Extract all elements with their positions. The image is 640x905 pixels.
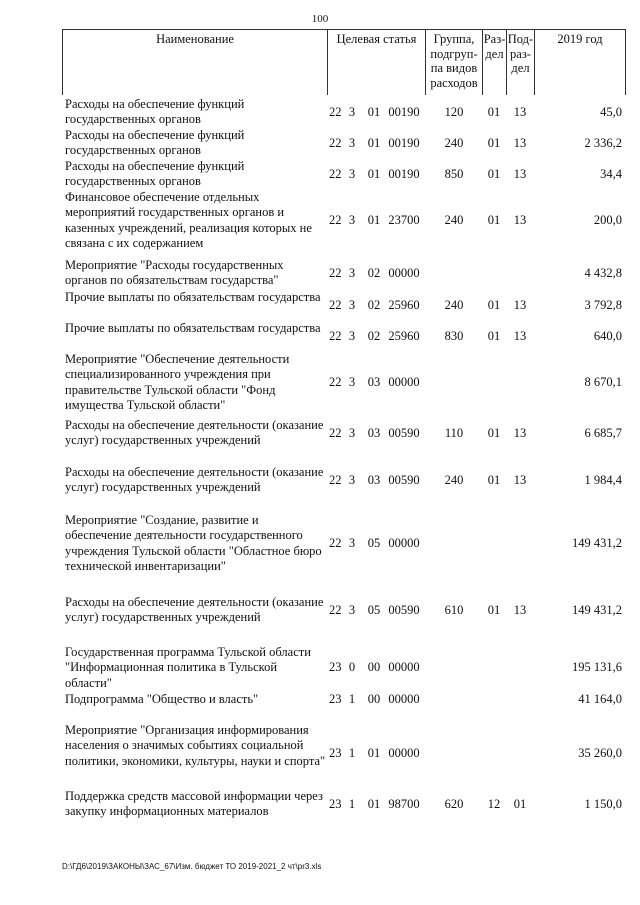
col-d: 00590 — [388, 425, 420, 440]
col-b: 3 — [348, 297, 356, 312]
col-b: 3 — [348, 104, 356, 119]
col-a: 23 — [329, 660, 342, 675]
col-d: 25960 — [388, 297, 420, 312]
row-name: Финансовое обеспечение отдельных мероприятий государственных органов и казенных учреждений, реализация которых не связана с их содержанием — [65, 190, 312, 250]
row-name: Мероприятие "Создание, развитие и обеспечение деятельности государственного учреждения Тульской области "Областное бюро технической инвентаризации" — [65, 513, 322, 573]
table-row — [0, 159, 640, 190]
col-group: 110 — [444, 425, 464, 440]
col-d: 00000 — [388, 745, 420, 760]
col-b: 3 — [348, 602, 356, 617]
col-c: 03 — [367, 425, 381, 440]
col-section: 01 — [487, 212, 501, 227]
col-c: 03 — [367, 374, 381, 389]
header-subsection: Под- раз- дел — [506, 29, 534, 95]
page-number: 100 — [311, 13, 329, 25]
col-amount: 2 336,2 — [584, 135, 622, 150]
col-c: 02 — [367, 297, 381, 312]
header-section: Раз- дел — [482, 29, 506, 95]
col-section: 01 — [487, 602, 501, 617]
footer-file-path: D:\ГД6\2019\ЗАКОНЫ\ЗАС_67\Изм. бюджет ТО 2019-2021_2 чт\pr3.xls — [62, 862, 322, 871]
col-c: 00 — [367, 660, 381, 675]
col-b: 3 — [348, 328, 356, 343]
col-b: 1 — [348, 692, 356, 706]
col-subsection: 13 — [513, 425, 527, 440]
col-b: 3 — [348, 135, 356, 150]
row-name: Прочие выплаты по обязательствам государства — [65, 321, 321, 335]
col-c: 01 — [367, 745, 381, 760]
row-name: Расходы на обеспечение функций государственных органов — [65, 159, 245, 189]
col-amount: 45,0 — [600, 104, 622, 119]
table-row — [0, 97, 640, 128]
col-d: 00000 — [388, 660, 420, 675]
col-c: 00 — [367, 692, 381, 706]
table-row — [0, 513, 640, 574]
row-name: Расходы на обеспечение деятельности (оказание услуг) государственных учреждений — [65, 595, 324, 625]
col-d: 00190 — [388, 135, 420, 150]
col-subsection: 13 — [513, 212, 527, 227]
table-row — [0, 321, 640, 352]
col-group: 610 — [444, 602, 464, 617]
col-amount: 3 792,8 — [584, 297, 622, 312]
col-c: 02 — [367, 328, 381, 343]
col-d: 00000 — [388, 374, 420, 389]
col-amount: 1 150,0 — [584, 796, 622, 811]
col-subsection: 13 — [513, 104, 527, 119]
col-c: 01 — [367, 166, 381, 181]
row-name: Поддержка средств массовой информации через закупку информационных материалов — [65, 789, 323, 819]
row-name: Расходы на обеспечение деятельности (оказание услуг) государственных учреждений — [65, 465, 324, 495]
col-d: 00190 — [388, 104, 420, 119]
col-a: 22 — [329, 472, 342, 487]
table-row — [0, 352, 640, 413]
col-b: 3 — [348, 535, 356, 550]
col-amount: 41 164,0 — [578, 692, 622, 706]
col-d: 00190 — [388, 166, 420, 181]
col-a: 22 — [329, 297, 342, 312]
col-section: 01 — [487, 328, 501, 343]
table-row — [0, 190, 640, 251]
col-subsection: 13 — [513, 297, 527, 312]
col-a: 22 — [329, 374, 342, 389]
col-subsection: 13 — [513, 472, 527, 487]
table-row — [0, 418, 640, 449]
col-a: 22 — [329, 602, 342, 617]
col-b: 3 — [348, 265, 356, 280]
table-row — [0, 290, 640, 321]
header-target: Целевая статья — [327, 29, 425, 95]
row-name: Расходы на обеспечение функций государственных органов — [65, 128, 245, 158]
col-b: 1 — [348, 796, 356, 811]
col-group: 240 — [444, 135, 464, 150]
col-section: 01 — [487, 135, 501, 150]
row-name: Мероприятие "Организация информирования населения о значимых событиях социальной политики, экономики, культуры, науки и спорта" — [65, 723, 326, 768]
col-group: 620 — [444, 796, 464, 811]
col-c: 01 — [367, 104, 381, 119]
col-subsection: 13 — [513, 328, 527, 343]
col-a: 22 — [329, 265, 342, 280]
col-b: 1 — [348, 745, 356, 760]
col-subsection: 13 — [513, 602, 527, 617]
col-amount: 35 260,0 — [578, 745, 622, 760]
col-d: 98700 — [388, 796, 420, 811]
header-name: Наименование — [62, 29, 327, 95]
col-amount: 640,0 — [593, 328, 622, 343]
col-amount: 200,0 — [593, 212, 622, 227]
table-row — [0, 723, 640, 784]
table-row — [0, 692, 640, 707]
col-subsection: 01 — [513, 796, 527, 811]
col-d: 00000 — [388, 692, 420, 706]
col-section: 01 — [487, 297, 501, 312]
row-name: Расходы на обеспечение функций государственных органов — [65, 97, 245, 127]
col-b: 3 — [348, 472, 356, 487]
col-d: 00590 — [388, 472, 420, 487]
col-section: 01 — [487, 472, 501, 487]
col-b: 3 — [348, 212, 356, 227]
col-group: 240 — [444, 212, 464, 227]
col-group: 850 — [444, 166, 464, 181]
col-group: 240 — [444, 472, 464, 487]
col-section: 12 — [487, 796, 501, 811]
col-c: 05 — [367, 535, 381, 550]
table-row — [0, 128, 640, 159]
row-name: Государственная программа Тульской области "Информационная политика в Тульской области" — [65, 645, 311, 690]
row-name: Мероприятие "Обеспечение деятельности специализированного учреждения при правительстве Тульской области "Фонд имущества Тульской области" — [65, 352, 290, 412]
col-d: 25960 — [388, 328, 420, 343]
col-c: 03 — [367, 472, 381, 487]
col-d: 23700 — [388, 212, 420, 227]
row-name: Прочие выплаты по обязательствам государства — [65, 290, 321, 304]
col-amount: 8 670,1 — [584, 374, 622, 389]
col-group: 830 — [444, 328, 464, 343]
col-a: 22 — [329, 212, 342, 227]
table-row — [0, 465, 640, 496]
col-a: 22 — [329, 328, 342, 343]
col-section: 01 — [487, 166, 501, 181]
col-b: 3 — [348, 166, 356, 181]
header-group: Группа, подгруп- па видов расходов — [425, 29, 482, 95]
col-d: 00000 — [388, 265, 420, 280]
col-subsection: 13 — [513, 135, 527, 150]
col-group: 120 — [444, 104, 464, 119]
col-c: 01 — [367, 135, 381, 150]
col-amount: 1 984,4 — [584, 472, 622, 487]
table-row — [0, 789, 640, 820]
col-a: 23 — [329, 692, 342, 706]
col-amount: 195 131,6 — [572, 660, 622, 675]
col-a: 23 — [329, 745, 342, 760]
table-row — [0, 595, 640, 626]
col-amount: 4 432,8 — [584, 265, 622, 280]
col-c: 01 — [367, 796, 381, 811]
col-amount: 149 431,2 — [572, 602, 622, 617]
table-row — [0, 258, 640, 289]
col-amount: 149 431,2 — [572, 535, 622, 550]
col-b: 0 — [348, 660, 356, 675]
col-section: 01 — [487, 104, 501, 119]
col-amount: 34,4 — [600, 166, 622, 181]
header-year: 2019 год — [534, 29, 626, 95]
col-a: 23 — [329, 796, 342, 811]
row-name: Мероприятие "Расходы государственных органов по обязательствам государства" — [65, 258, 284, 288]
col-b: 3 — [348, 425, 356, 440]
col-d: 00590 — [388, 602, 420, 617]
col-a: 22 — [329, 166, 342, 181]
col-group: 240 — [444, 297, 464, 312]
col-b: 3 — [348, 374, 356, 389]
col-c: 01 — [367, 212, 381, 227]
col-c: 05 — [367, 602, 381, 617]
row-name: Расходы на обеспечение деятельности (оказание услуг) государственных учреждений — [65, 418, 324, 448]
col-a: 22 — [329, 425, 342, 440]
row-name: Подпрограмма "Общество и власть" — [65, 692, 259, 706]
col-c: 02 — [367, 265, 381, 280]
col-a: 22 — [329, 104, 342, 119]
table-row — [0, 645, 640, 691]
col-a: 22 — [329, 535, 342, 550]
col-amount: 6 685,7 — [584, 425, 622, 440]
col-a: 22 — [329, 135, 342, 150]
col-d: 00000 — [388, 535, 420, 550]
col-subsection: 13 — [513, 166, 527, 181]
col-section: 01 — [487, 425, 501, 440]
